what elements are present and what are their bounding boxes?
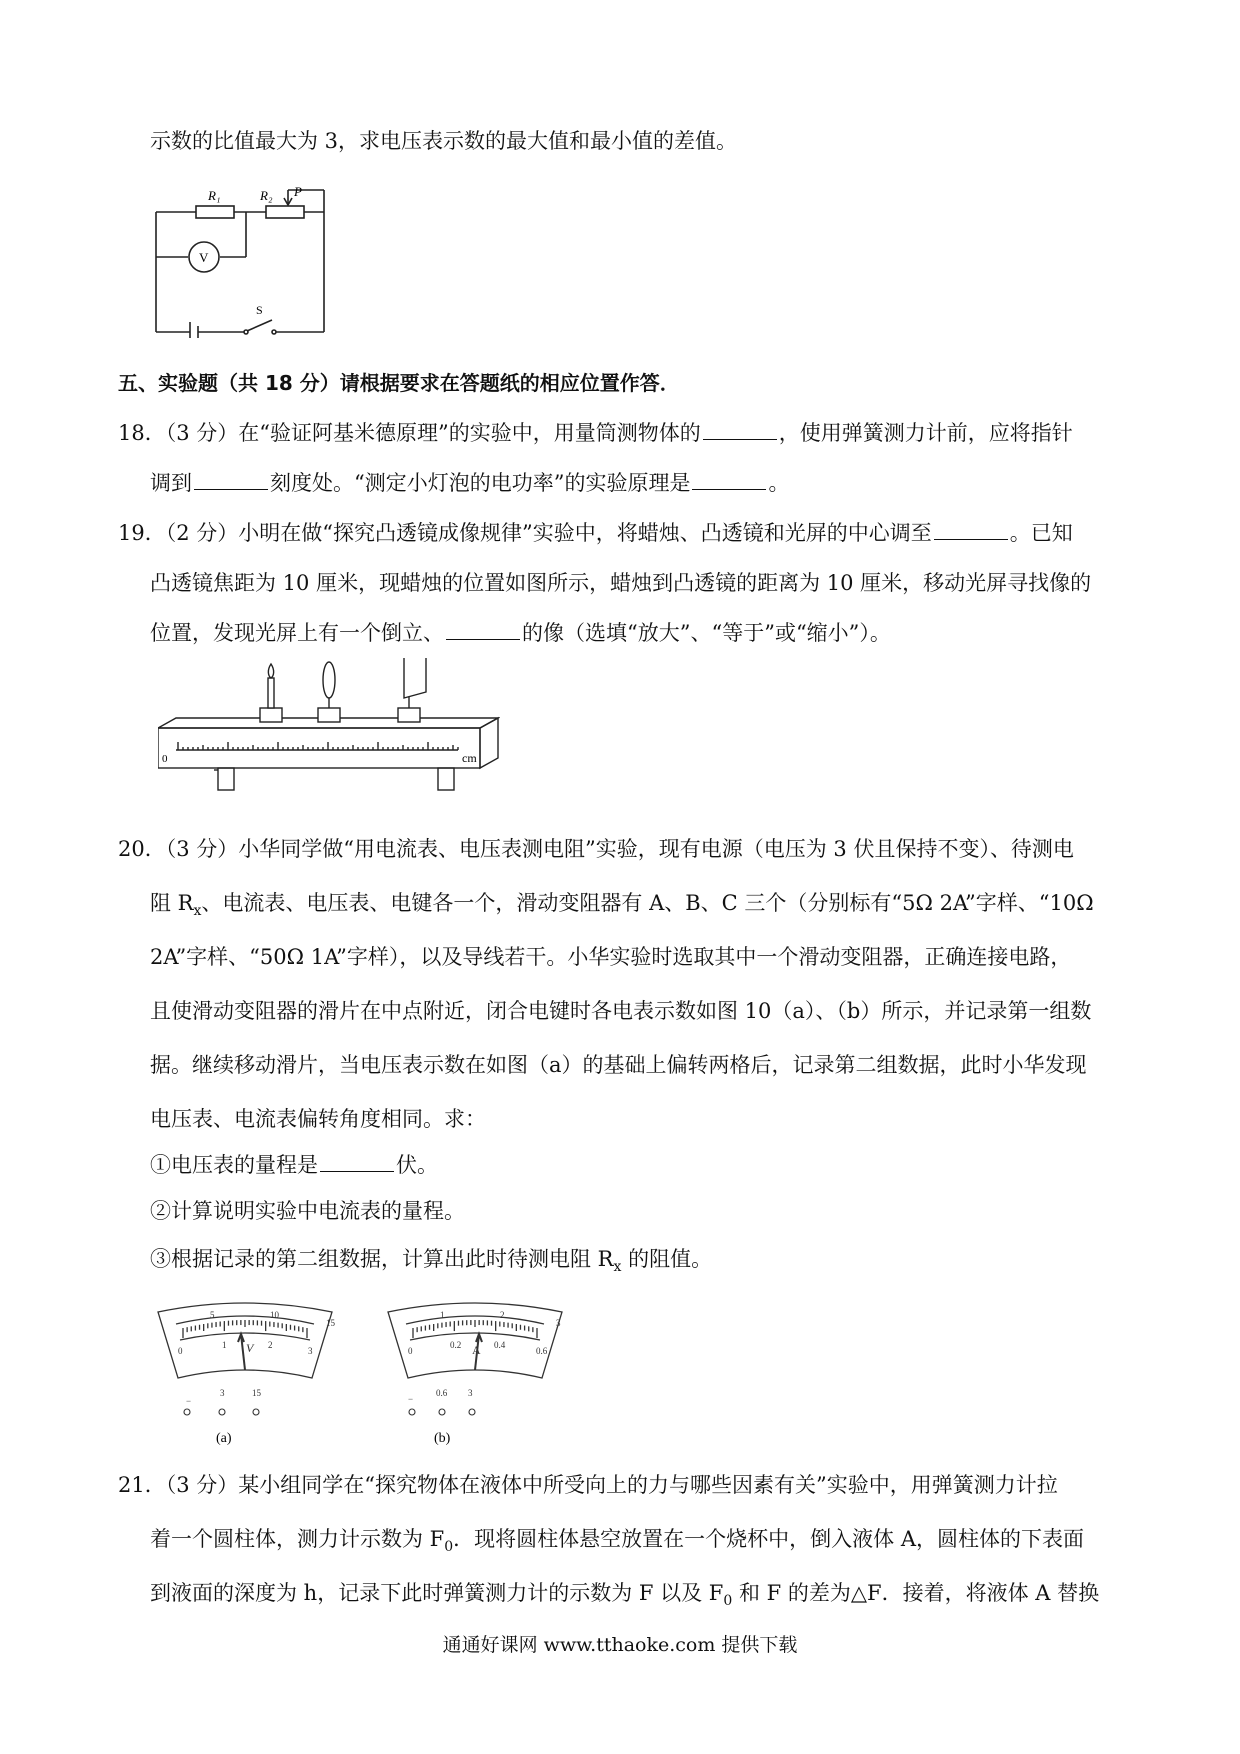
q19-line3: 位置，发现光屏上有一个倒立、 的像（选填“放大”、“等于”或“缩小”）。	[150, 621, 891, 645]
q20-line2: 阻 $R_x$、电流表、电压表、电键各一个，滑动变阻器有 A、B、C 三个（分别标有“5Ω 2A”字样、“10Ω	[150, 891, 1094, 920]
label-v: V	[199, 250, 209, 265]
meter-b-top-2: 2	[500, 1310, 505, 1320]
ruler-zero: 0	[162, 753, 168, 765]
meter-a-bot-0: 0	[178, 1346, 183, 1356]
label-r1: R₁	[208, 188, 221, 203]
meter-b-caption: (b)	[434, 1431, 451, 1446]
meter-a-bot-1: 1	[222, 1340, 227, 1350]
meter-a-term-1: 3	[220, 1388, 225, 1398]
meter-b-top-1: 1	[440, 1310, 445, 1320]
ammeter-scale-ticks	[413, 1320, 537, 1338]
q19-line1: 19．（2 分）小明在做“探究凸透镜成像规律”实验中，将蜡烛、凸透镜和光屏的中心调至 。已知	[118, 521, 1073, 545]
meter-b-bot-2: 0.4	[494, 1340, 506, 1350]
blank-1	[703, 421, 777, 440]
resistor-r1	[196, 206, 234, 218]
q21-line1: 21．（3 分）某小组同学在“探究物体在液体中所受向上的力与哪些因素有关”实验中，用弹簧测力计拉	[118, 1473, 1058, 1497]
q18-line1: 18．（3 分）在“验证阿基米德原理”的实验中，用量筒测物体的 ，使用弹簧测力计前，应将指针	[118, 421, 1073, 445]
q18-line2: 调到 刻度处。“测定小灯泡的电功率”的实验原理是 。	[150, 471, 790, 495]
label-p: P	[294, 184, 302, 199]
q21-line3: 到液面的深度为 h，记录下此时弹簧测力计的示数为 F 以及 $F_0$ 和 F 的差为△F．接着，将液体 A 替换	[150, 1581, 1100, 1610]
q20-line6: 电压表、电流表偏转角度相同。求：	[150, 1107, 486, 1131]
voltmeter-a	[158, 1303, 332, 1378]
ruler-ticks	[178, 742, 458, 750]
ammeter-b	[388, 1303, 562, 1378]
circuit-diagram	[148, 182, 338, 338]
blank-6	[320, 1153, 394, 1172]
label-r2: R₂	[260, 188, 273, 203]
optical-bench-figure	[158, 658, 500, 808]
meter-a-bot-2: 2	[268, 1340, 273, 1350]
meter-b-term-2: 3	[468, 1388, 473, 1398]
blank-3	[692, 471, 766, 490]
meter-a-term-2: 15	[252, 1388, 261, 1398]
meter-a-caption: (a)	[216, 1431, 232, 1446]
blank-4	[934, 521, 1008, 540]
meter-a-top-2: 10	[270, 1310, 279, 1320]
meter-b-term-1: 0.6	[436, 1388, 448, 1398]
meter-a-letter: V	[246, 1341, 254, 1355]
meter-b-bot-3: 0.6	[536, 1346, 548, 1356]
q20-sub1: ①电压表的量程是 伏。	[150, 1153, 438, 1177]
meter-a-top-end: 15	[326, 1318, 335, 1328]
resistor-r2	[266, 206, 304, 218]
blank-2	[194, 471, 268, 490]
q20-line5: 据。继续移动滑片，当电压表示数在如图（a）的基础上偏转两格后，记录第二组数据，此时小华发现	[150, 1053, 1087, 1077]
meter-a-top-1: 5	[210, 1310, 215, 1320]
voltmeter-scale-ticks	[183, 1320, 307, 1338]
blank-5	[446, 621, 520, 640]
meters-figure	[150, 1300, 590, 1450]
meter-a-term-0: −	[186, 1396, 192, 1406]
meter-b-bot-0: 0	[408, 1346, 413, 1356]
q19-line2: 凸透镜焦距为 10 厘米，现蜡烛的位置如图所示，蜡烛到凸透镜的距离为 10 厘米，移动光屏寻找像的	[150, 571, 1092, 595]
meter-b-top-end: 3	[556, 1318, 561, 1328]
q20-line1: 20．（3 分）小华同学做“用电流表、电压表测电阻”实验，现有电源（电压为 3 伏且保持不变）、待测电	[118, 837, 1074, 861]
meter-b-term-0: −	[408, 1394, 414, 1404]
q21-line2: 着一个圆柱体，测力计示数为 $F_0$．现将圆柱体悬空放置在一个烧杯中，倒入液体 A，圆柱体的下表面	[150, 1527, 1085, 1556]
meter-b-bot-1: 0.2	[450, 1340, 462, 1350]
q20-line3: 2A”字样、“50Ω 1A”字样），以及导线若干。小华实验时选取其中一个滑动变阻器，正确连接电路，	[150, 945, 1072, 969]
meter-a-bot-3: 3	[308, 1346, 313, 1356]
meter-b-letter: A	[472, 1343, 481, 1357]
section-heading: 五、实验题（共 18 分）请根据要求在答题纸的相应位置作答．	[118, 371, 680, 395]
page-footer: 通通好课网 www.tthaoke.com 提供下载	[442, 1634, 798, 1656]
ruler-unit: cm	[462, 751, 477, 765]
q20-sub2: ②计算说明实验中电流表的量程。	[150, 1199, 465, 1223]
q20-line4: 且使滑动变阻器的滑片在中点附近，闭合电键时各电表示数如图 10（a）、（b）所示，并记录第一组数	[150, 999, 1092, 1023]
label-s: S	[256, 303, 263, 317]
q20-sub3: ③根据记录的第二组数据，计算出此时待测电阻 $R_x$ 的阻值。	[150, 1247, 713, 1276]
intro-line: 示数的比值最大为 3，求电压表示数的最大值和最小值的差值。	[150, 129, 738, 153]
